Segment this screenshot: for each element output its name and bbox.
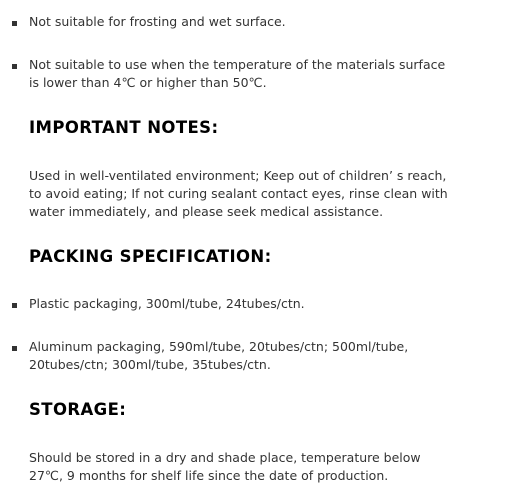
important-notes-heading: IMPORTANT NOTES: bbox=[29, 118, 219, 137]
packing-item-text: Plastic packaging, 300ml/tube, 24tubes/ctn. bbox=[29, 296, 305, 311]
important-notes-text: Used in well-ventilated environment; Keep out of children’ s reach, to avoid eating; If not curing sealant contact eyes, rinse clean with water immediately, and please seek medical assistance. bbox=[29, 168, 448, 219]
packing-item-text: Aluminum packaging, 590ml/tube, 20tubes/ctn; 500ml/tube, 20tubes/ctn; 300ml/tube, 35tubes/ctn. bbox=[29, 339, 409, 372]
bullet-icon bbox=[12, 346, 17, 351]
usage-note-text: Not suitable to use when the temperature of the materials surface is lower than 4℃ or higher than 50℃. bbox=[29, 57, 446, 90]
usage-note-text: Not suitable for frosting and wet surface. bbox=[29, 14, 286, 29]
storage-text: Should be stored in a dry and shade place, temperature below 27℃, 9 months for shelf life since the date of production. bbox=[29, 450, 421, 483]
bullet-icon bbox=[12, 64, 17, 69]
bullet-icon bbox=[12, 303, 17, 308]
packing-specification-heading: PACKING SPECIFICATION: bbox=[29, 247, 272, 266]
storage-heading: STORAGE: bbox=[29, 400, 127, 419]
bullet-icon bbox=[12, 21, 17, 26]
